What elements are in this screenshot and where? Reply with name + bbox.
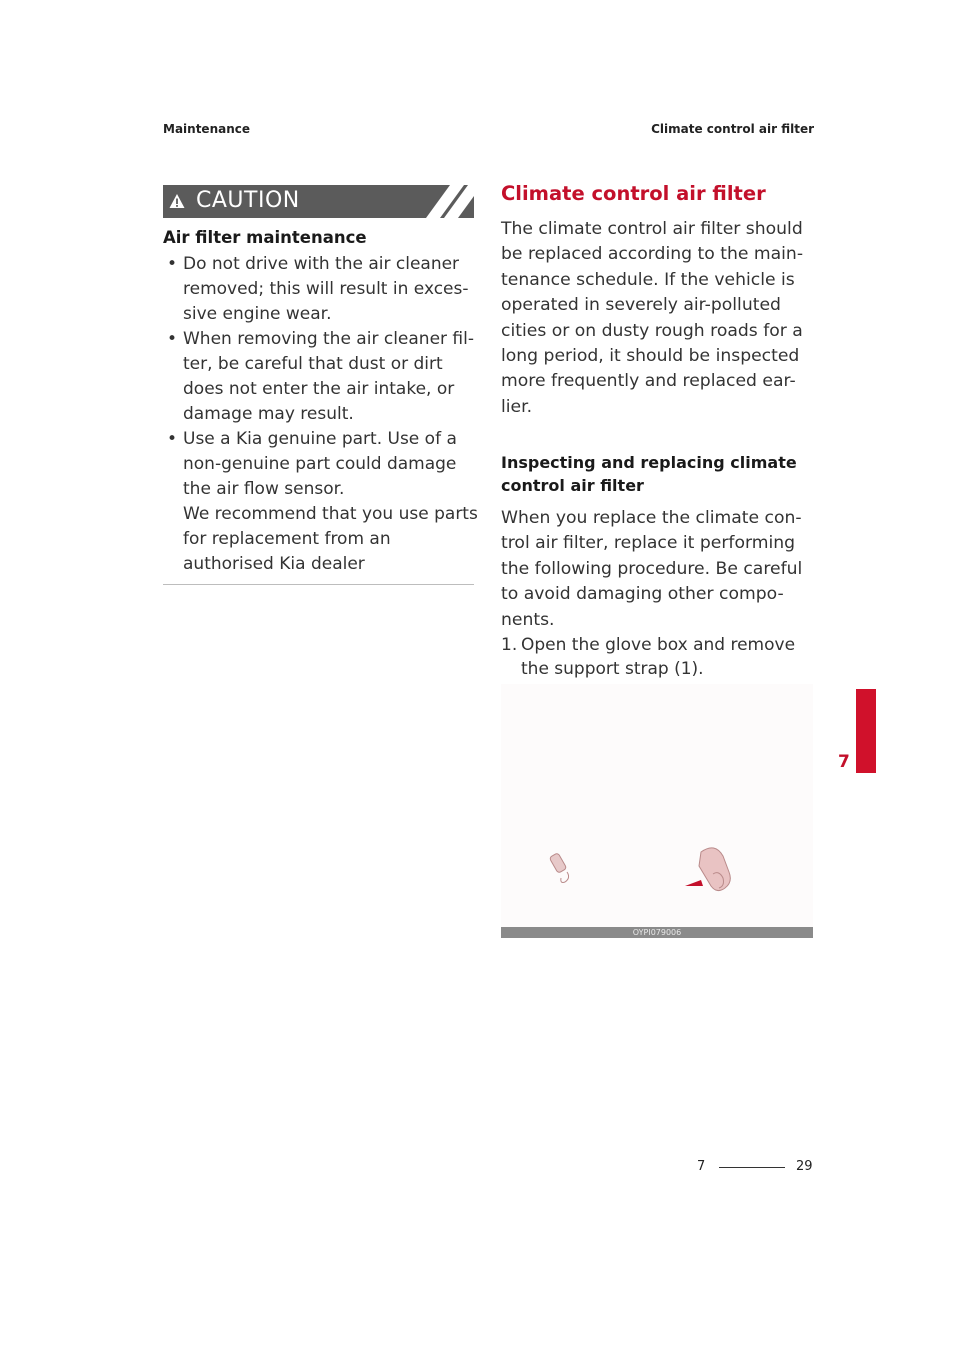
- running-header-section: Maintenance: [163, 122, 251, 136]
- caution-item: [163, 427, 478, 577]
- subsection-heading: Inspecting and replacing climate control air filter: [501, 453, 797, 495]
- chapter-tab: [856, 689, 876, 773]
- chapter-tab-number: 7: [838, 752, 850, 772]
- bullet-icon: •: [167, 329, 178, 349]
- step-number: 1.: [501, 635, 518, 655]
- figure-code: OYPI079006: [501, 927, 813, 938]
- section-title: Climate control air filter: [501, 182, 766, 205]
- intro-paragraph: The climate control air filter should be replaced according to the main-tenance schedule. If the vehicle is operated in severely air-polluted cities or on dusty rough roads for a long period, it should be inspected more frequently and replaced ear-lier.: [501, 219, 804, 417]
- caution-label: CAUTION: [196, 188, 300, 213]
- banner-stripes-decoration: [426, 185, 474, 218]
- bullet-icon: •: [167, 254, 178, 274]
- warning-triangle-icon: [169, 193, 185, 209]
- caution-banner: [163, 185, 474, 218]
- caution-end-rule: [163, 584, 474, 585]
- caution-item-text: When removing the air cleaner fil-ter, be careful that dust or dirt does not enter the air intake, or damage may result.: [183, 329, 474, 424]
- caution-item-text: Use a Kia genuine part. Use of a non-genuine part could damage the air flow sensor.: [183, 429, 457, 499]
- caution-item: [163, 327, 478, 427]
- footer-chapter: 7: [697, 1159, 706, 1174]
- procedure-step: [501, 633, 813, 681]
- footer-page-number: 29: [796, 1159, 813, 1174]
- caution-list: [163, 252, 478, 577]
- caution-item-text: Do not drive with the air cleaner removed; this will result in exces-sive engine wear.: [183, 254, 469, 324]
- caution-heading: Air filter maintenance: [163, 228, 367, 247]
- footer-rule: [719, 1167, 785, 1168]
- procedure-figure: [501, 684, 813, 938]
- caution-item-note: We recommend that you use parts for replacement from an authorised Kia dealer: [183, 504, 478, 574]
- caution-item: [163, 252, 478, 327]
- glove-box-strap-illustration: [501, 684, 813, 938]
- bullet-icon: •: [167, 429, 178, 449]
- step-text: Open the glove box and remove the support strap (1).: [521, 635, 796, 679]
- running-header-topic: Climate control air filter: [651, 122, 814, 136]
- procedure-intro-paragraph: When you replace the climate con-trol air filter, replace it performing the following procedure. Be careful to avoid damaging other compo-nents.: [501, 508, 803, 630]
